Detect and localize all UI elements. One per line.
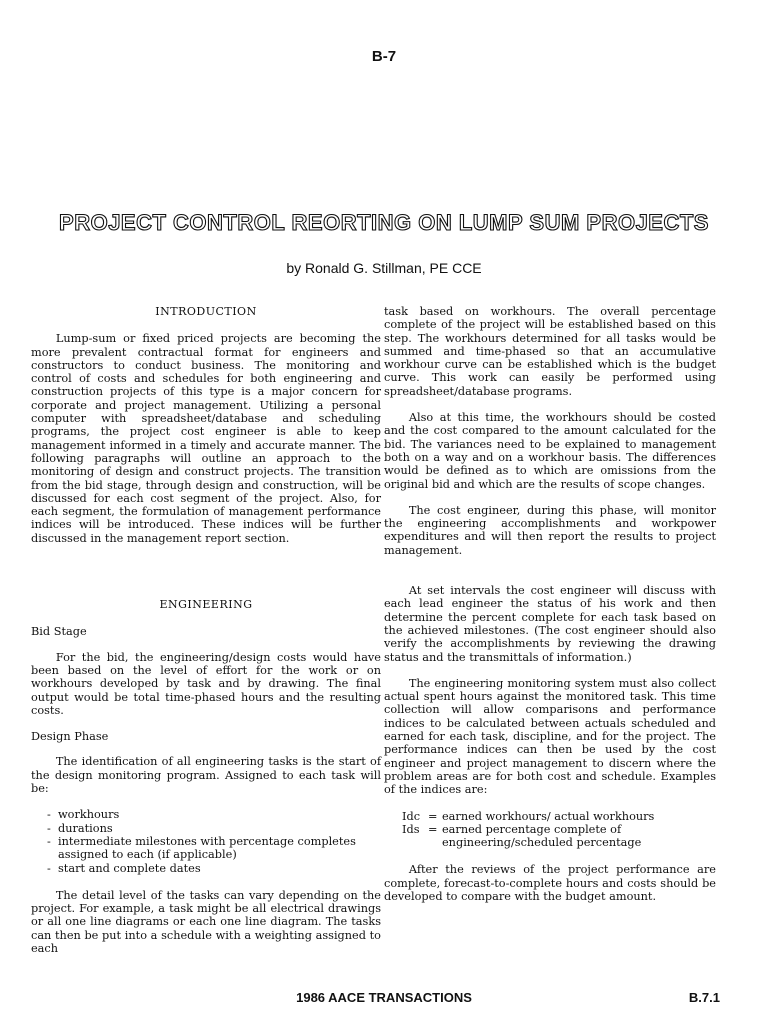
index-equals: = xyxy=(428,809,438,823)
index-value: earned percentage complete of engineering/scheduled percentage xyxy=(442,822,642,850)
paper-title: PROJECT CONTROL REORTING ON LUMP SUM PROJECTS xyxy=(59,210,709,235)
index-row xyxy=(402,823,716,850)
index-row xyxy=(402,810,716,823)
right-paragraph-5: The engineering monitoring system must also collect actual spent hours against the monitored task. This time collection will allow comparisons and performance indices to be calculated between actuals scheduled and earned for each task, discipline, and for the project. The performance indices can then be used by the cost engineer and project management to discern where the problem areas are for both cost and schedule. Examples of the indices are: xyxy=(384,676,716,797)
index-key: Idc xyxy=(402,809,421,823)
right-paragraph-1: task based on workhours. The overall percentage complete of the project will be established based on this step. The workhours determined for all tasks would be summed and time-phased so that an accumulative workhour curve can be established which is the budget curve. This work can easily be performed using spreadsheet/database programs. xyxy=(384,305,716,398)
right-paragraph-4: At set intervals the cost engineer will discuss with each lead engineer the status of his work and then determine the percent complete for each task based on the achieved milestones. (The cost engineer should also verify the accomplishments by reviewing the drawing status and the transmittals of information.) xyxy=(384,584,716,664)
right-column xyxy=(384,305,716,916)
bid-paragraph: For the bid, the engineering/design costs would have been based on the level of effort for the work or on workhours developed by task and by drawing. The final output would be total time-phased hours and the resulting costs. xyxy=(31,650,381,717)
bid-stage-heading: Bid Stage xyxy=(31,625,87,639)
engineering-heading: ENGINEERING xyxy=(159,598,253,612)
right-paragraph-2: Also at this time, the workhours should be costed and the cost compared to the amount calculated for the bid. The variances need to be explained to management both on a way and on a workhour basis. The differences would be defined as to which are omissions from the original bid and which are the results of scope changes. xyxy=(384,411,716,491)
list-item: - start and complete dates xyxy=(47,862,381,875)
right-paragraph-3: The cost engineer, during this phase, will monitor the engineering accomplishments and workpower expenditures and will then report the results to project management. xyxy=(384,503,716,557)
right-paragraph-6: After the reviews of the project performance are complete, forecast-to-complete hours and costs should be developed to compare with the budget amount. xyxy=(384,863,716,903)
design-paragraph-1: The identification of all engineering tasks is the start of the design monitoring program. Assigned to each task will be: xyxy=(31,755,381,796)
design-paragraph-2: The detail level of the tasks can vary depending on the project. For example, a task might be all electrical drawings or all one line diagrams or each one line diagram. The tasks can then be put into a schedule with a weighting assigned to each xyxy=(31,888,381,955)
footer-page-code: B.7.1 xyxy=(688,990,720,1005)
footer-journal: 1986 AACE TRANSACTIONS xyxy=(296,990,472,1005)
design-phase-heading: Design Phase xyxy=(31,730,109,744)
list-item: - durations xyxy=(47,822,381,835)
author-byline: by Ronald G. Stillman, PE CCE xyxy=(286,260,482,276)
index-key: Ids xyxy=(402,822,420,836)
list-item: - workhours xyxy=(47,808,381,821)
left-column xyxy=(31,305,381,968)
intro-paragraph: Lump-sum or fixed priced projects are becoming the more prevalent contractual format for engineers and constructors to conduct business. The monitoring and control of costs and schedules for both engineering and construction projects of this type is a major concern for corporate and project management. Utilizing a personal computer with spreadsheet/database and scheduling programs, the project cost engineer is able to keep management informed in a timely and accurate manner. The following paragraphs will outline an approach to the monitoring of design and construct projects. The transition from the bid stage, through design and construction, will be discussed for each cost segment of the project. Also, for each segment, the formulation of management performance indices will be introduced. These indices will be further discussed in the management report section. xyxy=(31,332,381,545)
introduction-heading: INTRODUCTION xyxy=(155,305,257,318)
index-equals: = xyxy=(428,822,438,836)
indices-list xyxy=(402,810,716,850)
page-number: B-7 xyxy=(371,48,397,65)
index-value: earned workhours/ actual workhours xyxy=(442,809,655,823)
list-item: - intermediate milestones with percentage completes assigned to each (if applicable) xyxy=(47,835,381,862)
task-list xyxy=(31,808,381,874)
